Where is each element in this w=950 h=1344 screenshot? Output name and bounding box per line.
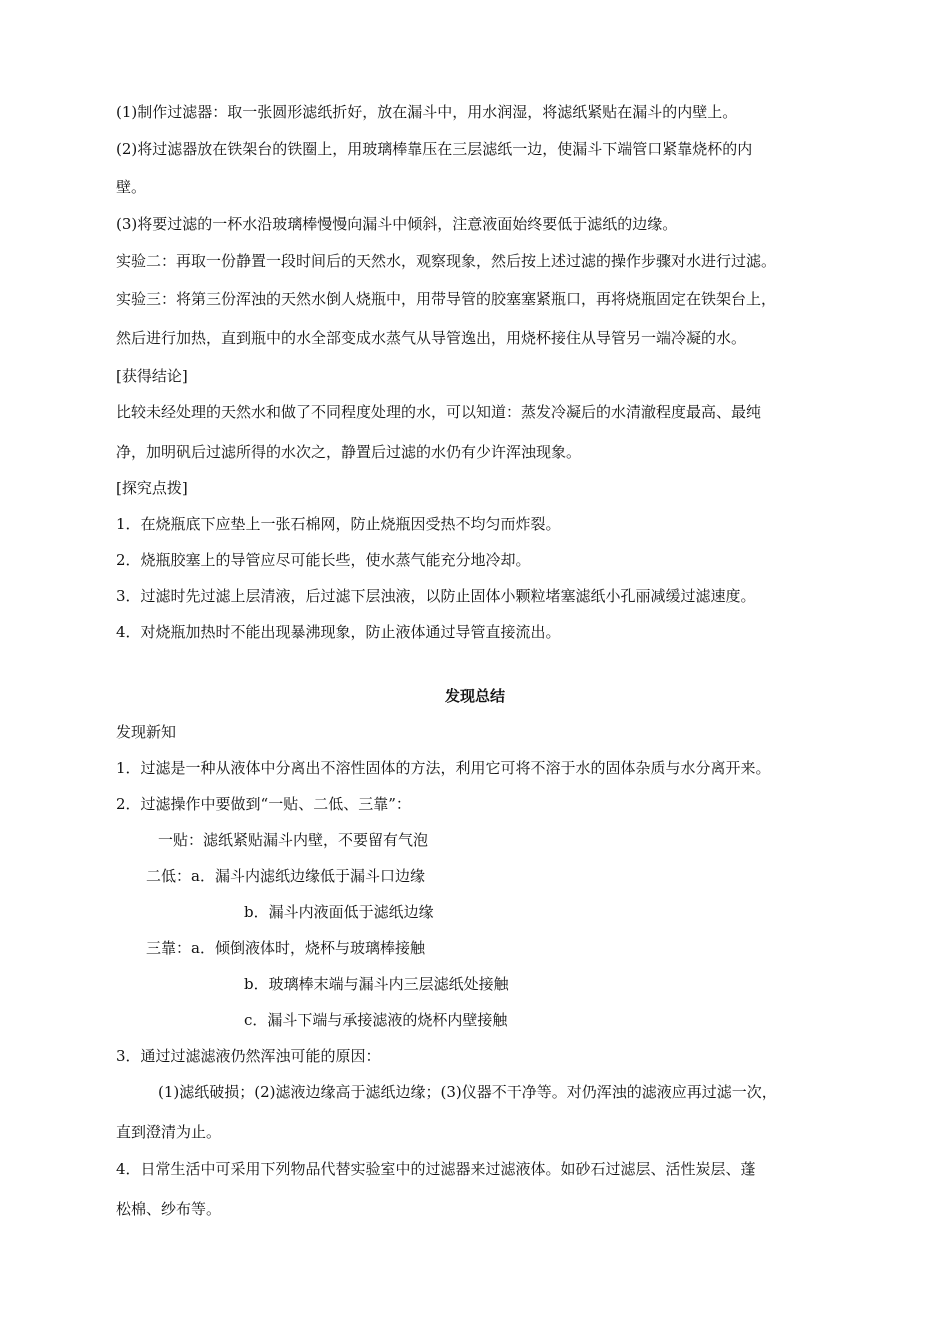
summary-item-4: 4．日常生活中可采用下列物品代替实验室中的过滤器来过滤液体。如砂石过滤层、活性炭层、蓬 (116, 1160, 756, 1178)
conclusion-line: 比较未经处理的天然水和做了不同程度处理的水，可以知道：蒸发冷凝后的水清澈程度最高、最纯 (116, 403, 762, 421)
experiment-3-continued: 然后进行加热，直到瓶中的水全部变成水蒸气从导管逸出，用烧杯接住从导管另一端冷凝的水。 (116, 329, 747, 347)
summary-item-3: 3．通过过滤滤液仍然浑浊可能的原因： (116, 1047, 381, 1065)
summary-item-2: 2．过滤操作中要做到“一贴、二低、三靠”： (116, 795, 411, 813)
tip-item: 2．烧瓶胶塞上的导管应尽可能长些，使水蒸气能充分地冷却。 (116, 551, 531, 569)
erdi-rule-b: b．漏斗内液面低于滤纸边缘 (244, 903, 434, 921)
tip-item: 4．对烧瓶加热时不能出现暴沸现象，防止液体通过导管直接流出。 (116, 623, 561, 641)
summary-item-3-detail: (1)滤纸破损；(2)滤液边缘高于滤纸边缘；(3)仪器不干净等。对仍浑浊的滤液应再过滤一次， (158, 1083, 777, 1101)
sankao-rule-a: 三靠：a．倾倒液体时，烧杯与玻璃棒接触 (146, 939, 425, 957)
yitie-rule: 一贴：滤纸紧贴漏斗内壁，不要留有气泡 (158, 831, 429, 849)
tip-item: 3．过滤时先过滤上层清液，后过滤下层浊液，以防止固体小颗粒堵塞滤纸小孔丽减缓过滤速度。 (116, 587, 756, 605)
section-title: 发现总结 (444, 687, 505, 705)
erdi-rule-a: 二低：a．漏斗内滤纸边缘低于漏斗口边缘 (146, 867, 425, 885)
experiment-3: 实验三：将第三份浑浊的天然水倒人烧瓶中，用带导管的胶塞塞紧瓶口，再将烧瓶固定在铁架台上， (116, 290, 777, 308)
summary-item-4-continued: 松棉、纱布等。 (116, 1200, 222, 1218)
sankao-rule-c: c．漏斗下端与承接滤液的烧杯内壁接触 (244, 1011, 508, 1029)
step-3: (3)将要过滤的一杯水沿玻璃棒慢慢向漏斗中倾斜，注意液面始终要低于滤纸的边缘。 (116, 215, 678, 233)
summary-item-3-detail-continued: 直到澄清为止。 (116, 1123, 222, 1141)
conclusion-heading: [获得结论] (116, 367, 188, 385)
summary-subheading: 发现新知 (116, 723, 177, 741)
step-2-continued: 壁。 (116, 178, 147, 196)
tips-heading: [探究点拨] (116, 479, 188, 497)
conclusion-line: 净，加明矾后过滤所得的水次之，静置后过滤的水仍有少许浑浊现象。 (116, 443, 582, 461)
summary-item-1: 1．过滤是一种从液体中分离出不溶性固体的方法，利用它可将不溶于水的固体杂质与水分离开来。 (116, 759, 771, 777)
experiment-2: 实验二：再取一份静置一段时间后的天然水，观察现象，然后按上述过滤的操作步骤对水进行过滤。 (116, 252, 777, 270)
tip-item: 1．在烧瓶底下应垫上一张石棉网，防止烧瓶因受热不均匀而炸裂。 (116, 515, 561, 533)
sankao-rule-b: b．玻璃棒末端与漏斗内三层滤纸处接触 (244, 975, 509, 993)
step-1: (1)制作过滤器：取一张圆形滤纸折好，放在漏斗中，用水润湿，将滤纸紧贴在漏斗的内壁上。 (116, 103, 738, 121)
step-2: (2)将过滤器放在铁架台的铁圈上，用玻璃棒靠压在三层滤纸一边，使漏斗下端管口紧靠烧杯的内 (116, 140, 753, 158)
